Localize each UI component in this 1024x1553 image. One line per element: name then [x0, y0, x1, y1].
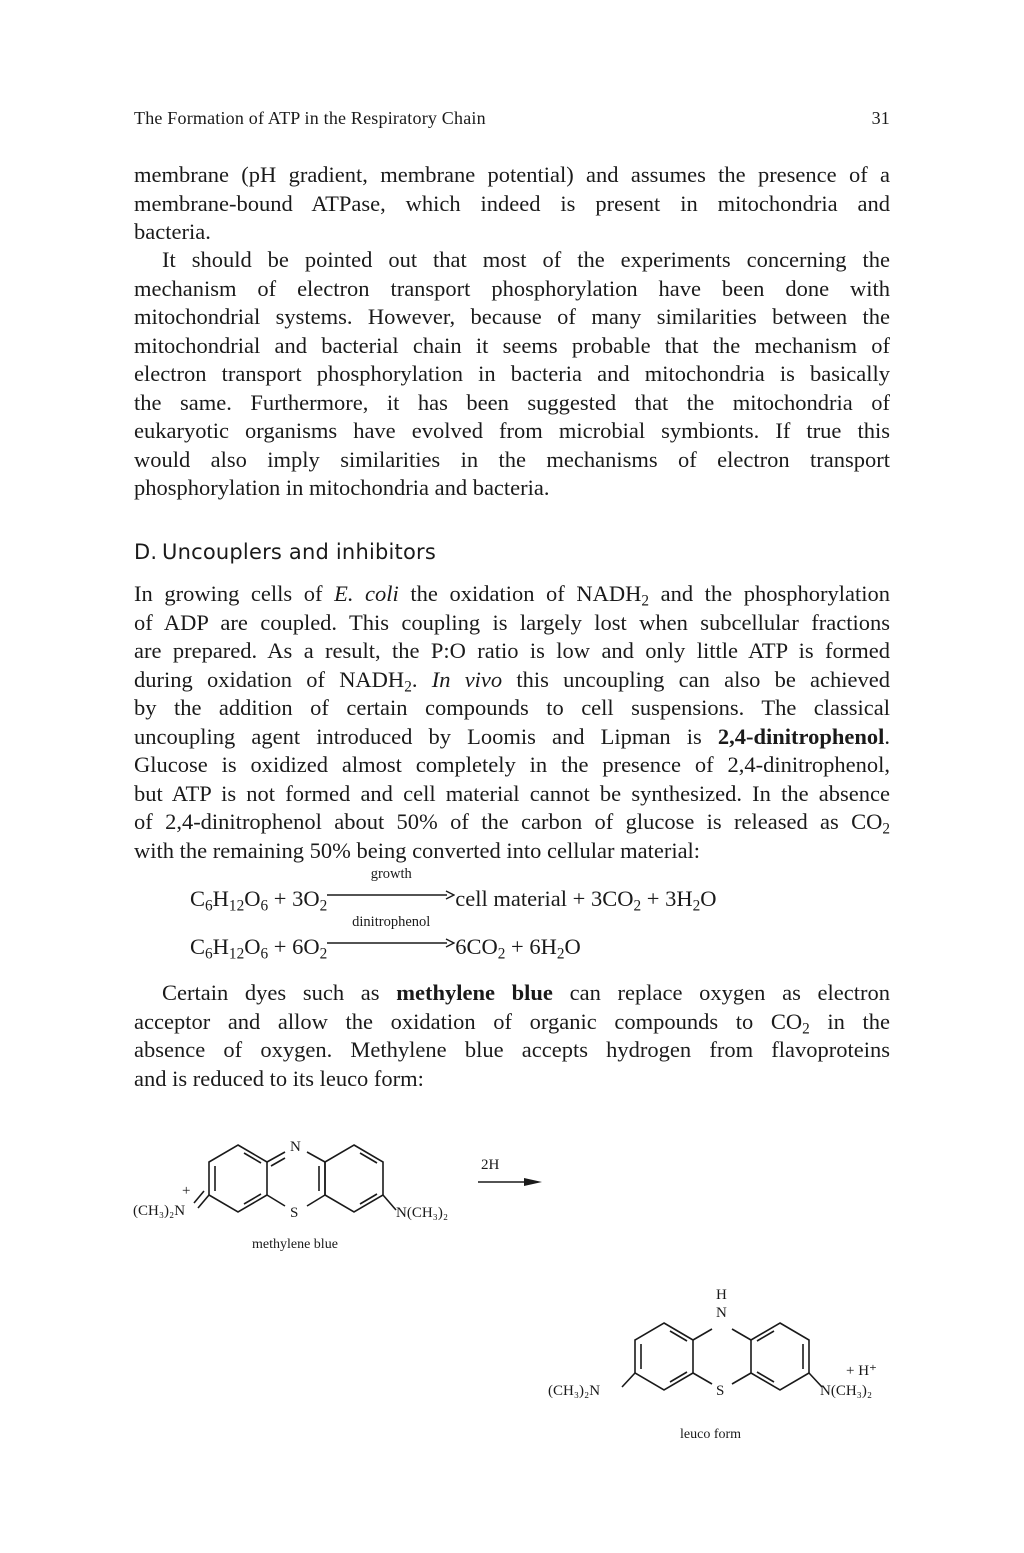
text-line: but ATP is not formed and cell material cannot be synthesized. In the absence [134, 780, 890, 806]
text-line: and is reduced to its leuco form: [134, 1065, 424, 1091]
text-line: phosphorylation in mitochondria and bacteria. [134, 475, 550, 500]
mb-left-group: (CH₃)₂N [133, 1203, 186, 1219]
mb-caption: methylene blue [252, 1237, 338, 1252]
ecoli-italic: E. coli [334, 581, 399, 606]
leuco-ring-sulfur: S [716, 1383, 725, 1399]
text-line: acceptor and allow the oxidation of organic compounds to $CO_2$ in the [134, 1008, 890, 1038]
text-line: mitochondrial systems. However, because of many similarities between the [134, 304, 890, 329]
text-line: Glucose is oxidized almost completely in the presence of 2,4-dinitrophenol, [134, 752, 890, 777]
equation-dinitrophenol: $C_6H_{12}O_6 + 6O_2$ dinitrophenol $6CO_2 + 6H_2O$ [190, 914, 581, 963]
text-line: absence of oxygen. Methylene blue accepts hydrogen from flavoproteins [134, 1037, 890, 1062]
leuco-left-group: (CH₃)₂N [548, 1383, 601, 1399]
text-line: of ADP are coupled. This coupling is largely lost when subcellular fractions [134, 609, 890, 635]
text-line: bacteria. [134, 219, 211, 244]
text-line: during oxidation of $NADH_2$. In vivo this uncoupling can also be achieved [134, 666, 891, 696]
leuco-ring-nitrogen: N [716, 1305, 727, 1321]
text-line: mitochondrial and bacterial chain it seems probable that the mechanism of [134, 332, 890, 358]
reduction-arrow [478, 1178, 542, 1186]
text-line: would also imply similarities in the mechanisms of electron transport [134, 446, 890, 472]
running-title: The Formation of ATP in the Respiratory Chain [134, 108, 486, 128]
leuco-form-structure [622, 1323, 822, 1390]
section-title: Uncouplers and inhibitors [162, 540, 437, 564]
text-line: with the remaining 50% being converted into cellular material: [134, 837, 701, 863]
leuco-ring-hydrogen: H [716, 1287, 727, 1303]
page-number: 31 [871, 108, 890, 128]
text-line: membrane (pH gradient, membrane potential) and assumes the presence of a [134, 162, 890, 187]
text-line: of 2,4-dinitrophenol about 50% of the carbon of glucose is released as $CO_2$ [134, 809, 890, 838]
text-line: membrane-bound ATPase, which indeed is present in mitochondria and [134, 190, 890, 216]
text-line: Certain dyes such as methylene blue can replace oxygen as electron [162, 980, 890, 1005]
text-line: It should be pointed out that most of the experiments concerning the [162, 247, 890, 272]
leuco-caption: leuco form [680, 1427, 742, 1442]
text-line: are prepared. As a result, the P:O ratio is low and only little ATP is formed [134, 638, 890, 663]
dinitrophenol-bold: 2,4-dinitrophenol [717, 723, 885, 749]
text-line: the same. Furthermore, it has been suggested that the mitochondria of [134, 389, 890, 415]
text-line: uncoupling agent introduced by Loomis and Lipman is 2,4-dinitrophenol. [134, 723, 890, 749]
charge-plus: + [182, 1183, 191, 1199]
in-vivo-italic: In vivo [431, 666, 503, 692]
text-line: In growing cells of E. coli the oxidation of $NADH_2$ and the phosphorylation [134, 581, 890, 610]
text-line: mechanism of electron transport phosphorylation have been done with [134, 275, 890, 301]
methylene-blue-bold: methylene blue [396, 980, 553, 1005]
equation-growth: $C_6H_{12}O_6 + 3O_2$ growth cell material + $3CO_2 + 3H_2O$ [190, 866, 717, 915]
arrow-label: growth [370, 866, 412, 882]
arrow-2h-label: 2H [481, 1157, 500, 1173]
leuco-right-group: N(CH₃)₂ [820, 1383, 873, 1399]
mb-ring-nitrogen: N [290, 1139, 301, 1155]
text-line: electron transport phosphorylation in bacteria and mitochondria is basically [134, 361, 890, 386]
text-line: eukaryotic organisms have evolved from microbial symbionts. If true this [134, 418, 890, 443]
mb-ring-sulfur: S [290, 1205, 299, 1221]
mb-right-group: N(CH₃)₂ [396, 1205, 449, 1221]
proton-label: + H⁺ [846, 1363, 877, 1379]
section-letter: D. [134, 540, 158, 564]
arrow-label: dinitrophenol [352, 914, 431, 930]
text-line: by the addition of certain compounds to cell suspensions. The classical [134, 695, 890, 720]
